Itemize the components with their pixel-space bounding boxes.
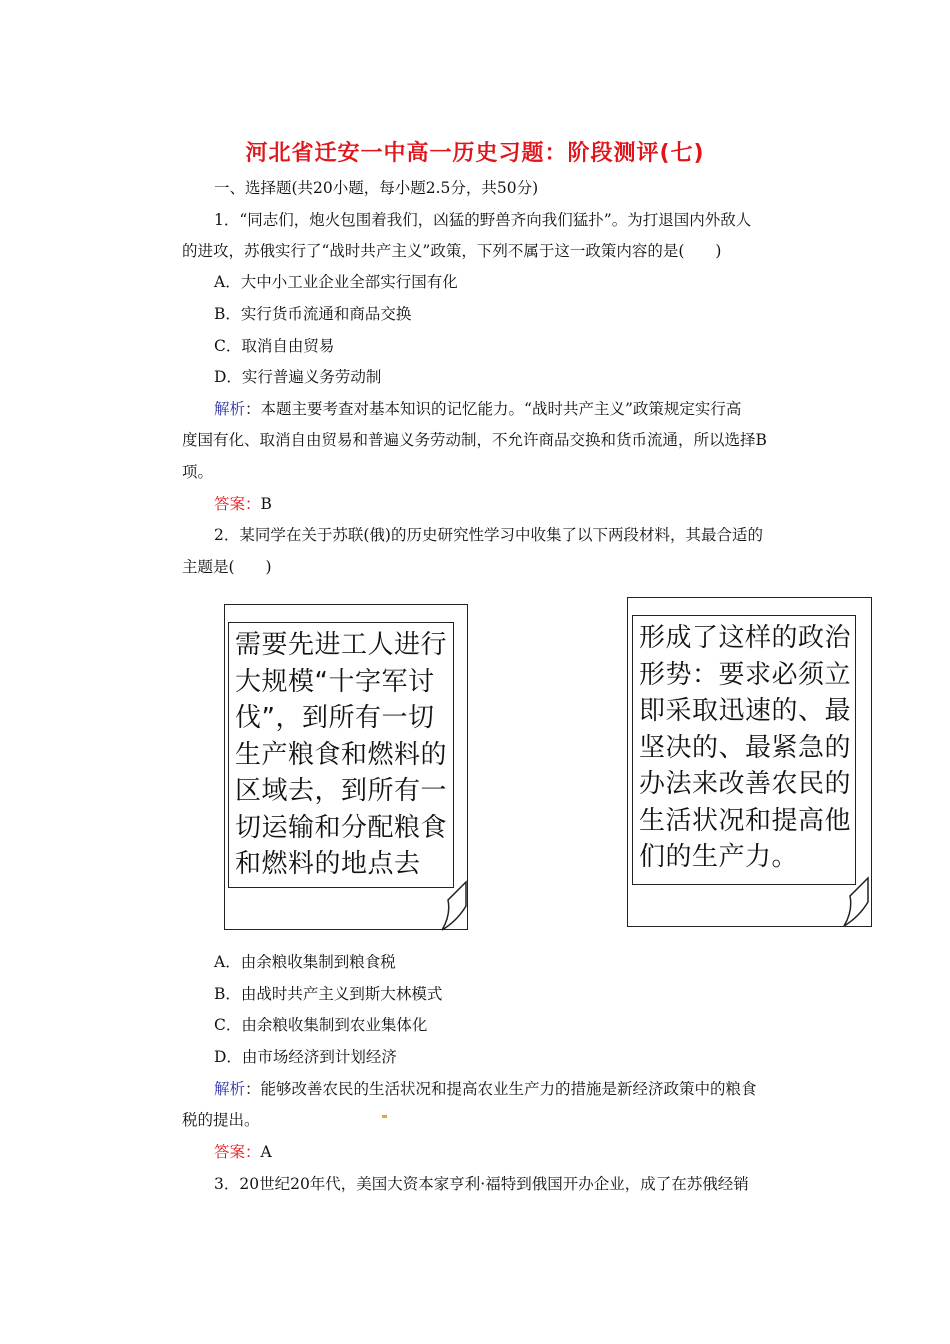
q2-stem-line1: 2．某同学在关于苏联(俄)的历史研究性学习中收集了以下两段材料，其最合适的 bbox=[214, 526, 763, 544]
material-right-line: 办法来改善农民的 bbox=[639, 769, 852, 799]
document-title: 河北省迁安一中高一历史习题：阶段测评(七) bbox=[245, 141, 705, 166]
q2-analysis-line2: 税的提出。 bbox=[182, 1111, 260, 1129]
q2-analysis-label: 解析 bbox=[214, 1080, 246, 1098]
q3-stem-line1: 3．20世纪20年代，美国大资本家亨利·福特到俄国开办企业，成了在苏俄经销 bbox=[214, 1175, 749, 1193]
page-curl-icon bbox=[838, 876, 872, 928]
material-right-line: 坚决的、最紧急的 bbox=[639, 732, 852, 763]
material-left-line: 伐”，到所有一切 bbox=[235, 703, 435, 733]
material-right-line: 生活状况和提高他 bbox=[639, 805, 852, 836]
q1-option-d: D．实行普遍义务劳动制 bbox=[214, 368, 382, 386]
q2-option-d: D．由市场经济到计划经济 bbox=[214, 1048, 397, 1066]
q2-option-a: A．由余粮收集制到粮食税 bbox=[214, 953, 396, 971]
material-left-line: 和燃料的地点去 bbox=[235, 849, 421, 879]
material-left-line: 需要先进工人进行 bbox=[235, 630, 448, 660]
q2-analysis-text: ：能够改善农民的生活状况和提高农业生产力的措施是新经济政策中的粮食 bbox=[245, 1080, 757, 1098]
material-left-line: 区域去，到所有一 bbox=[235, 776, 448, 806]
q1-answer-value: B bbox=[260, 495, 272, 513]
q1-analysis-label: 解析 bbox=[214, 400, 246, 418]
highlight-mark bbox=[382, 1115, 387, 1118]
q1-analysis-line2: 度国有化、取消自由贸易和普遍义务劳动制，不允许商品交换和货币流通，所以选择B bbox=[182, 431, 767, 449]
q1-stem-line1: 1．“同志们，炮火包围着我们，凶猛的野兽齐向我们猛扑”。为打退国内外敌人 bbox=[214, 211, 752, 229]
material-right-line: 们的生产力。 bbox=[639, 842, 799, 872]
q1-analysis-line1 bbox=[214, 399, 741, 419]
material-left-frame bbox=[228, 622, 454, 888]
material-right-line: 形势：要求必须立 bbox=[639, 659, 852, 690]
q2-answer bbox=[214, 1142, 272, 1162]
material-right-line: 形成了这样的政治 bbox=[639, 623, 852, 653]
q2-option-c: C．由余粮收集制到农业集体化 bbox=[214, 1016, 428, 1034]
q1-analysis-text: ：本题主要考查对基本知识的记忆能力。“战时共产主义”政策规定实行高 bbox=[245, 400, 742, 418]
material-left-text bbox=[229, 623, 453, 883]
q2-answer-value: A bbox=[260, 1143, 272, 1161]
q1-analysis-line3: 项。 bbox=[182, 463, 214, 481]
q1-stem-line2: 的进攻，苏俄实行了“战时共产主义”政策，下列不属于这一政策内容的是( ) bbox=[182, 242, 722, 260]
q1-answer bbox=[214, 494, 272, 514]
material-right-line: 即采取迅速的、最 bbox=[639, 696, 852, 726]
q1-option-a: A．大中小工业企业全部实行国有化 bbox=[214, 273, 458, 291]
q1-option-b: B．实行货币流通和商品交换 bbox=[214, 305, 412, 323]
q2-answer-label: 答案： bbox=[214, 1143, 261, 1161]
page-curl-icon bbox=[438, 880, 472, 932]
material-left-line: 生产粮食和燃料的 bbox=[235, 739, 448, 770]
material-right-frame bbox=[632, 615, 856, 885]
q2-option-b: B．由战时共产主义到斯大林模式 bbox=[214, 985, 443, 1003]
section-heading: 一、选择题(共20小题，每小题2.5分，共50分) bbox=[214, 179, 539, 197]
material-right-text bbox=[633, 616, 855, 876]
q2-analysis-line1 bbox=[214, 1079, 757, 1099]
q1-option-c: C．取消自由贸易 bbox=[214, 337, 335, 355]
material-left-line: 切运输和分配粮食 bbox=[235, 812, 448, 843]
material-left-line: 大规模“十字军讨 bbox=[235, 666, 435, 697]
q1-answer-label: 答案： bbox=[214, 495, 261, 513]
q2-stem-line2: 主题是( ) bbox=[182, 558, 272, 576]
